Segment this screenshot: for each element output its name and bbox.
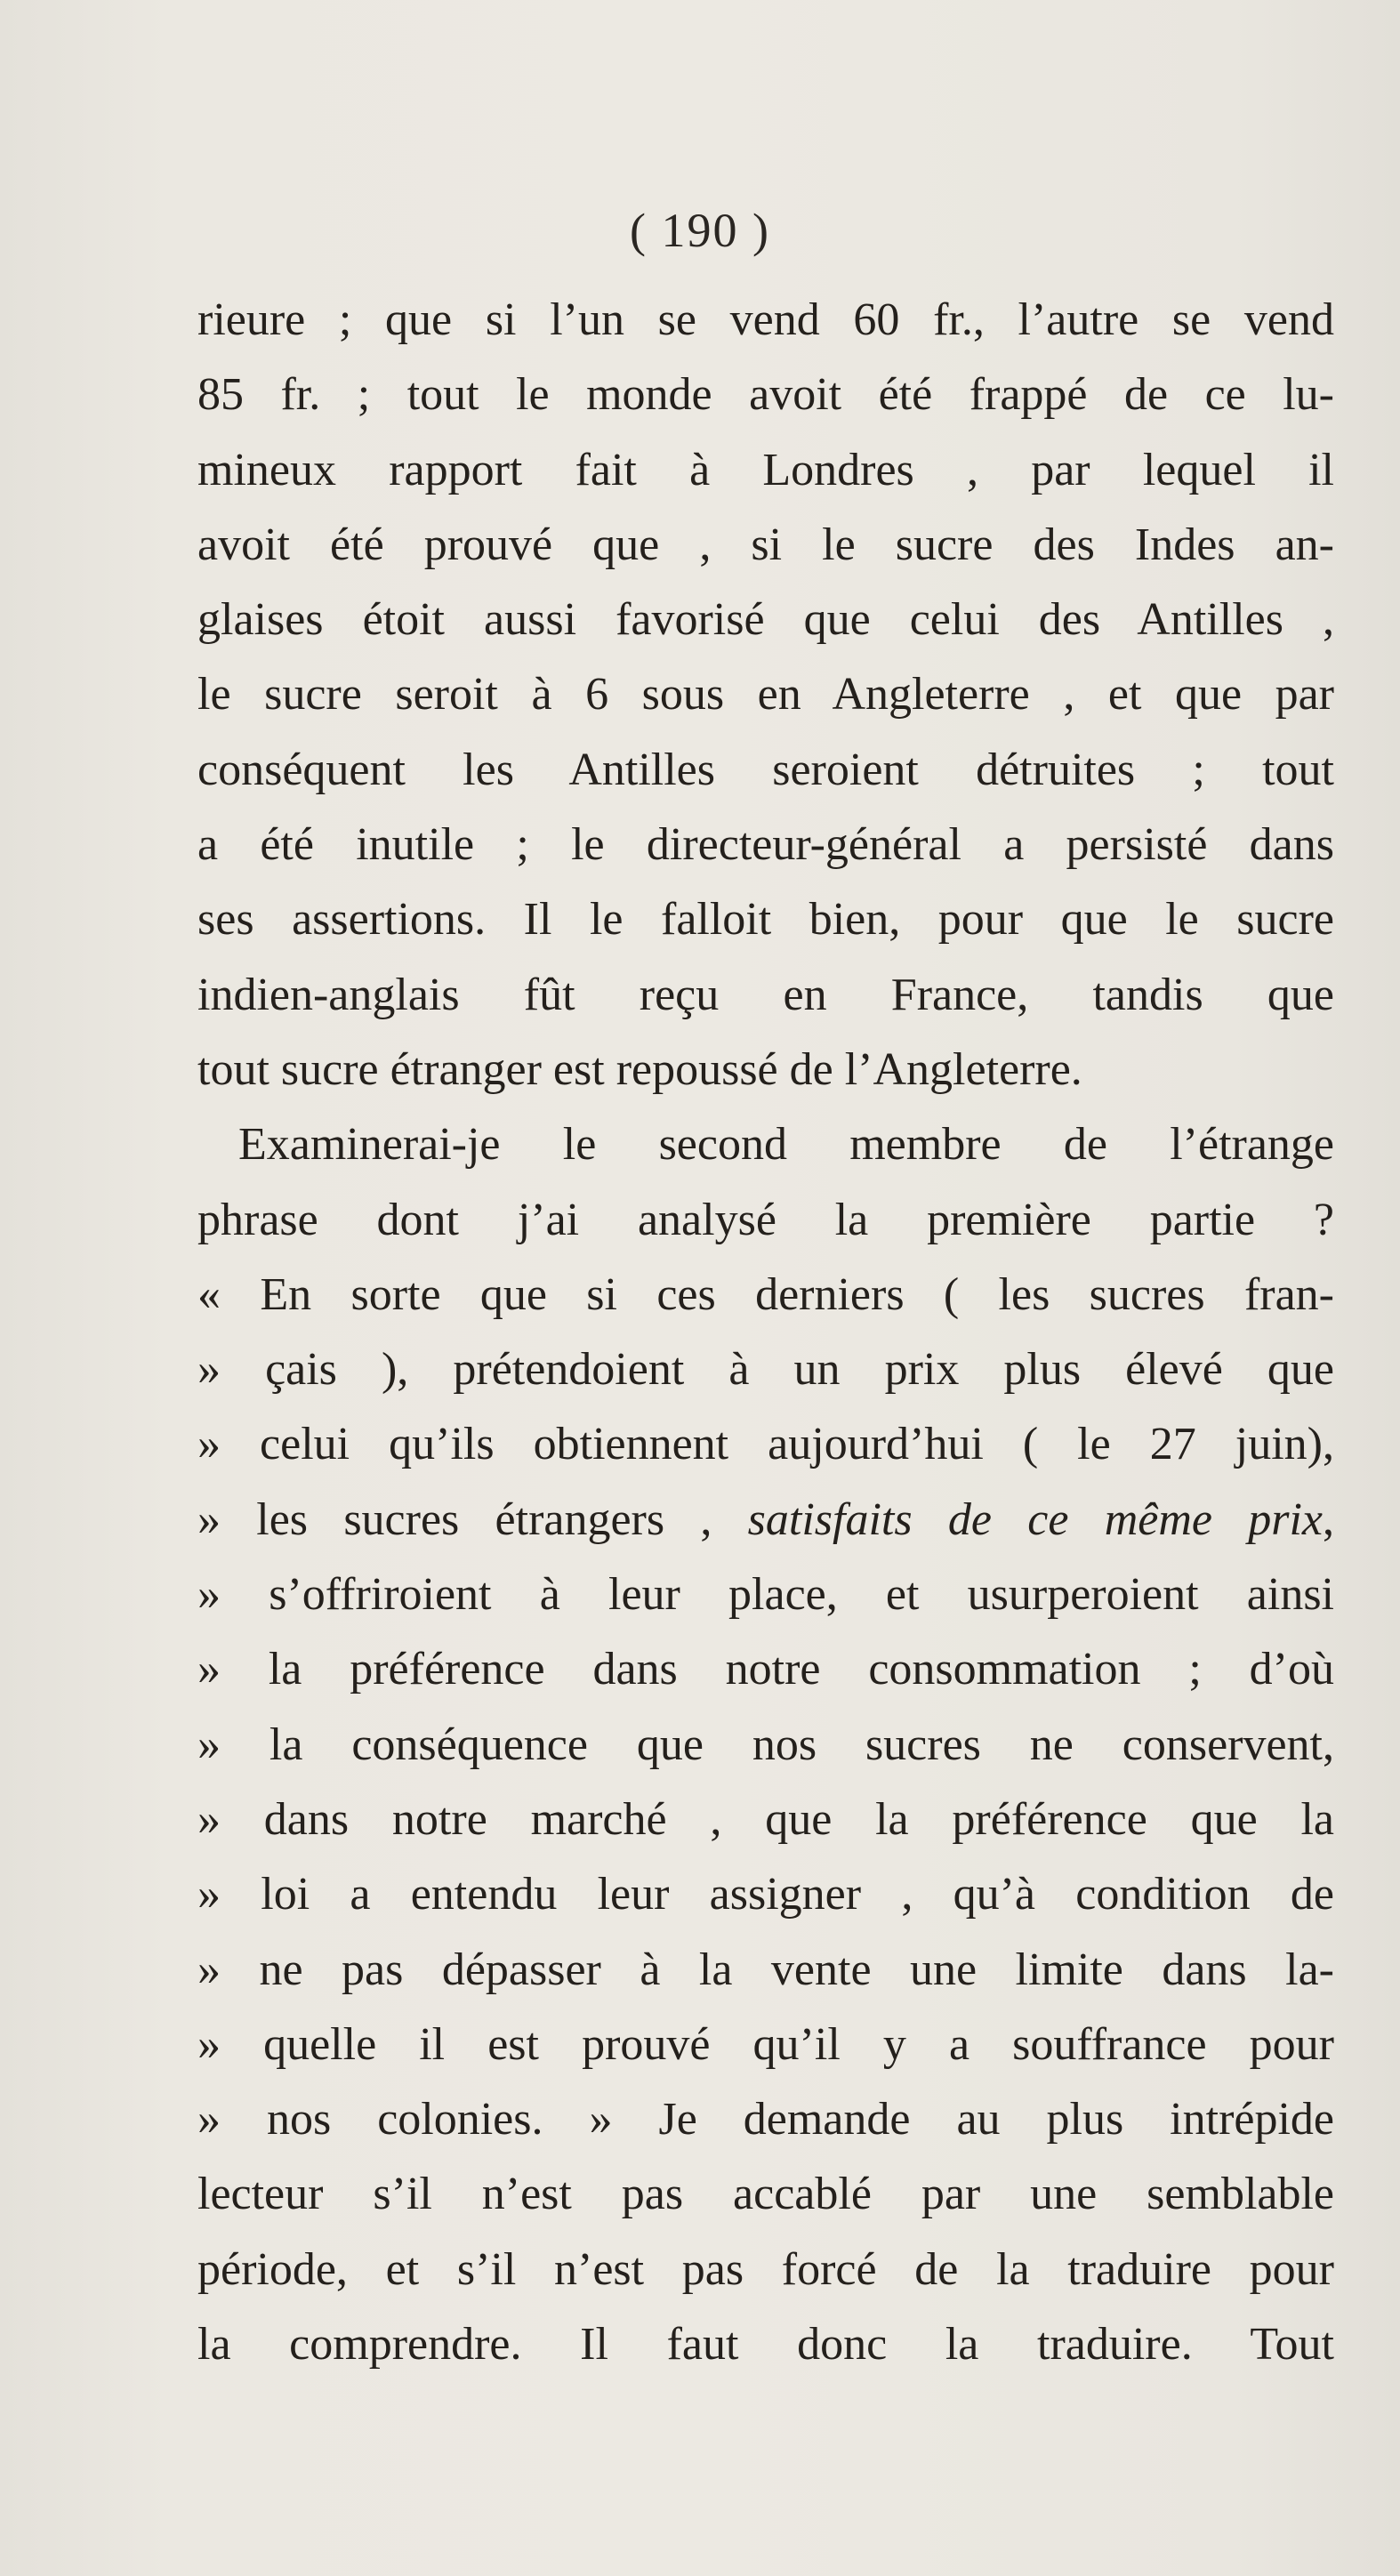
text-line: période, et s’il n’est pas forcé de la traduire pour bbox=[197, 2243, 1334, 2295]
quote-text: , bbox=[1323, 1493, 1334, 1545]
text-line: avoit été prouvé que , si le sucre des Indes an- bbox=[197, 519, 1334, 570]
text-line: mineux rapport fait à Londres , par lequel il bbox=[197, 444, 1334, 495]
quote-line: » ne pas dépasser à la vente une limite dans la- bbox=[197, 1944, 1334, 1995]
text-line: tout sucre étranger est repoussé de l’Angleterre. bbox=[197, 1043, 1082, 1095]
text-line: indien-anglais fût reçu en France, tandis que bbox=[197, 969, 1334, 1020]
text-line: la comprendre. Il faut donc la traduire. Tout bbox=[197, 2319, 1334, 2371]
text-line: glaises étoit aussi favorisé que celui des Antilles , bbox=[197, 594, 1334, 646]
quote-text: » les sucres étrangers , bbox=[197, 1493, 748, 1545]
text-line: rieure ; que si l’un se vend 60 fr., l’autre se vend bbox=[197, 294, 1334, 345]
text-line: Examinerai-je le second membre de l’étrange bbox=[238, 1119, 1334, 1171]
quote-line: » s’offriroient à leur place, et usurperoient ainsi bbox=[197, 1569, 1334, 1621]
body-text bbox=[197, 283, 1334, 2382]
quote-line: » dans notre marché , que la préférence que la bbox=[197, 1793, 1334, 1845]
text-line: a été inutile ; le directeur-général a persisté dans bbox=[197, 819, 1334, 871]
text-line: conséquent les Antilles seroient détruites ; tout bbox=[197, 744, 1334, 795]
quote-line: » loi a entendu leur assigner , qu’à condition de bbox=[197, 1869, 1334, 1920]
quote-line-with-italic bbox=[197, 1483, 1334, 1558]
quote-line: » celui qu’ils obtiennent aujourd’hui ( le 27 juin), bbox=[197, 1419, 1334, 1470]
text-line: le sucre seroit à 6 sous en Angleterre , et que par bbox=[197, 669, 1334, 720]
text-line: phrase dont j’ai analysé la première partie ? bbox=[197, 1194, 1334, 1245]
quote-line: » quelle il est prouvé qu’il y a souffrance pour bbox=[197, 2018, 1334, 2070]
italic-phrase: satisfaits de ce même prix bbox=[747, 1493, 1323, 1545]
text-line: 85 fr. ; tout le monde avoit été frappé de ce lu- bbox=[197, 369, 1334, 421]
page-number: ( 190 ) bbox=[630, 204, 770, 257]
text-line: lecteur s’il n’est pas accablé par une semblable bbox=[197, 2169, 1334, 2220]
text-line: ses assertions. Il le falloit bien, pour que le sucre bbox=[197, 894, 1334, 946]
quote-line: « En sorte que si ces derniers ( les sucres fran- bbox=[197, 1268, 1334, 1320]
quote-line: » nos colonies. » Je demande au plus intrépide bbox=[197, 2094, 1334, 2145]
quote-line: » la conséquence que nos sucres ne conservent, bbox=[197, 1719, 1334, 1770]
quote-line: » çais ), prétendoient à un prix plus élevé que bbox=[197, 1344, 1334, 1396]
quote-line: » la préférence dans notre consommation ; d’où bbox=[197, 1644, 1334, 1695]
